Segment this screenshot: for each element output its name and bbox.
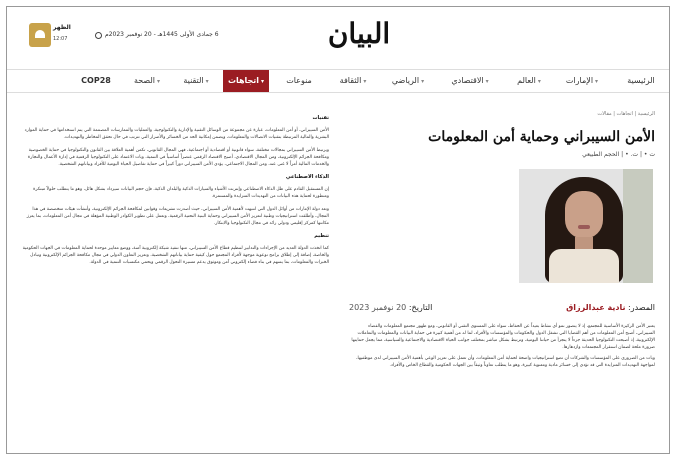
nav-item[interactable] (507, 70, 551, 92)
breadcrumb[interactable]: الرئيسية | اتجاهات | مقالات (597, 111, 655, 117)
chevron-down-icon: ▾ (205, 78, 209, 85)
author-name-link[interactable]: نادية عبدالرزاق (566, 303, 626, 312)
site-logo[interactable]: البيان (327, 17, 391, 50)
header-date: 6 جمادى الأولى 1445هـ - 20 نوفمبر 2023م (105, 31, 219, 38)
article-paragraph: كما اتخذت الدولة العديد من الإجراءات والتدابير لتنظيم قطاع الأمن السيبراني، منها تنفيذ شبكة إلكترونية آمنة، ووضع معايير موحدة لحماية المعلومات في الجهات الحكومية والخاصة، إضافة إلى إطلاق برامج توعوية موجهة لأفراد المجتمع حول كيفية حماية بياناتهم الشخصية، وتعزيز التعاون الدولي في مجال مكافحة الجرائم الإلكترونية وتبادل الخبرات والمعلومات، بما يسهم في بناء فضاء إلكتروني آمن وموثوق يدعم مسيرة التحول الرقمي ويحمي مكتسبات التنمية في الدولة. (22, 246, 329, 265)
chevron-down-icon: ▾ (363, 78, 367, 85)
source-label: المصدر: (628, 303, 655, 312)
nav-item[interactable] (555, 70, 609, 92)
nav-item[interactable] (173, 70, 219, 92)
nav-item-label: الثقافة (339, 76, 362, 85)
article-paragraph: وتعد دولة الإمارات من أوائل الدول التي انتبهت لأهمية الأمن السيبراني، حيث أصدرت تشريعات وقوانين لمكافحة الجرائم الإلكترونية، وأنشأت هيئات متخصصة في هذا المجال، وأطلقت استراتيجيات وطنية لتعزيز الأمن السيبراني وحماية البنية التحتية الرقمية، وتعمل على تطوير الكوادر الوطنية المؤهلة في مجال أمن المعلومات، بما يعزز مكانتها كمركز إقليمي ودولي رائد في مجال التكنولوجيا والابتكار. (26, 207, 329, 226)
nav-item-label: العالم (517, 76, 536, 85)
section-heading: الذكاء الاصطناعي (285, 174, 329, 180)
article-paragraph: وبات من الضروري على المؤسسات والشركات أن تضع استراتيجيات واضحة لحماية أمن المعلومات، وأن تعمل على تعزيز الوعي بأهمية الأمن السيبراني لدى موظفيها، لمواجهة التهديدات المتزايدة التي قد تؤدي إلى خسائر مادية ومعنوية كبيرة، وهو ما يتطلب تعاوناً وثيقاً بين الجهات الحكومية والقطاع الخاص والأفراد. (356, 356, 655, 368)
article-paragraph: الأمن السيبراني، أو أمن المعلومات، عبارة عن مجموعة من الوسائل التقنية والإدارية والتكنولوجية، والعمليات والممارسات المصممة التي يتم استخدامها في حماية الموارد البشرية والمالية المرتبطة بتقنيات الاتصالات والمعلومات، ويضمن إمكانية الحد من الخسائر والأضرار التي تترتب في حال تحقق المخاطر والتهديدات. (24, 128, 329, 140)
article-paragraph: يعتبر الأمن الركيزة الأساسية للمجتمع، إذ لا يتصور نمو أي نشاط بعيداً عن الحفاظ، سواء على المستوى التقني أو القانوني، ومع ظهور مجتمع المعلومات والفضاء السيبراني، أصبح أمن المعلومات من أهم القضايا التي تشغل الدول والحكومات والمؤسسات والأفراد، لما له من أهمية كبيرة في حماية البيانات والمعلومات والتعاملات الإلكترونية، إذ أصبحت التكنولوجيا الحديثة جزءاً لا يتجزأ من حياتنا اليومية، وترتبط بشكل مباشر بمختلف جوانب الحياة الاقتصادية والاجتماعية والسياسية، مما يجعل حمايتها ضرورة ملحة لضمان استقرار المجتمعات وازدهارها. (351, 324, 655, 350)
prayer-name: الظهر (53, 24, 71, 31)
article-body (19, 113, 329, 272)
nav-item-label: الاقتصادي (451, 76, 484, 85)
section-heading: تنظيم (314, 233, 329, 239)
article-intro (349, 323, 655, 373)
article-paragraph: ويرتبط الأمن السيبراني بمجالات مختلفة، سواء قانونية أو اقتصادية أو اجتماعية، فهي المجال القانوني، تكمن أهمية العلاقة بين القانون والتكنولوجيا في حماية الخصوصية ومكافحة الجرائم الإلكترونية، ومن المجال الاقتصادي، أصبح الاقتصاد الرقمي عنصراً أساسياً في التنمية، وبات الاعتماد على التكنولوجيا الرقمية في إدارة الأعمال والتجارة والخدمات المالية أمراً لا غنى عنه، ومن المجال الاجتماعي، يؤدي الأمن السيبراني دوراً كبيراً في حماية تفاصيل الحياة اليومية للأفراد وبياناتهم الشخصية. (27, 148, 329, 167)
nav-item-label: اتجاهات (227, 76, 260, 85)
section-heading: تقنيات (312, 115, 329, 121)
article-paragraph: إن المستقبل القادم على ظل الذكاء الاصطناعي وإنترنت الأشياء والسيارات الذكية والبلدان الذكية، فإن حجم البيانات سيزداد بشكل هائل، وهو ما يتطلب حلولاً مبتكرة ومتطورة لحماية هذه البيانات من التهديدات المتزايدة والمستمرة. (33, 187, 329, 199)
nav-item[interactable] (329, 70, 377, 92)
chevron-down-icon: ▾ (261, 78, 265, 85)
author-photo (519, 169, 653, 283)
main-nav (7, 69, 669, 93)
nav-item-label: الصحة (133, 76, 156, 85)
nav-item[interactable] (125, 70, 169, 92)
chevron-down-icon: ▾ (595, 78, 599, 85)
chevron-down-icon: ▾ (537, 78, 541, 85)
nav-item-label: الإمارات (565, 76, 594, 85)
nav-item[interactable] (439, 70, 501, 92)
chevron-down-icon: ▾ (157, 78, 161, 85)
mosque-icon (29, 23, 51, 47)
nav-item[interactable] (73, 70, 119, 92)
nav-item[interactable] (277, 70, 321, 92)
clock-icon (95, 32, 102, 39)
article-tools[interactable]: ت • | ت. • | الحجم الطبيعي (582, 151, 655, 158)
nav-item-label: الرئيسية (627, 76, 655, 85)
prayer-time-widget[interactable] (29, 23, 77, 49)
article-source (566, 303, 655, 312)
nav-item-label: منوعات (286, 76, 312, 85)
chevron-down-icon: ▾ (421, 78, 425, 85)
date-label: التاريخ: (408, 303, 433, 312)
nav-item-label: COP28 (81, 76, 111, 85)
site-header (7, 7, 669, 61)
nav-item[interactable] (615, 70, 667, 92)
nav-item[interactable] (223, 70, 269, 92)
page-frame (6, 6, 670, 454)
date-value: 20 نوفمبر 2023 (349, 303, 407, 312)
article-date (349, 303, 432, 312)
nav-item[interactable] (381, 70, 435, 92)
prayer-time: 12:07 (53, 36, 68, 42)
nav-item-label: الرياضي (391, 76, 420, 85)
nav-item-label: التقنية (183, 76, 204, 85)
article-title: الأمن السيبراني وحماية أمن المعلومات (428, 129, 655, 145)
chevron-down-icon: ▾ (485, 78, 489, 85)
